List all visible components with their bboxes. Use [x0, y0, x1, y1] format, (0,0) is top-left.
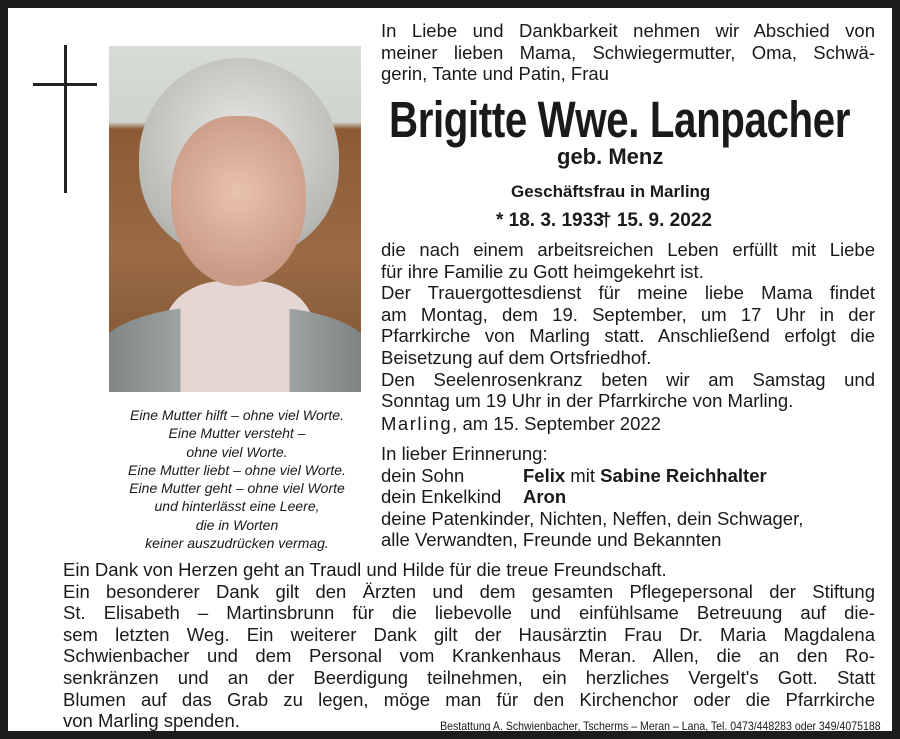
- body-line: für ihre Familie zu Gott heimgekehrt ist.: [381, 260, 704, 282]
- body-line: die nach einem arbeitsreichen Leben erfüllt mit Liebe: [381, 239, 875, 260]
- intro-line: meiner lieben Mama, Schwiegermutter, Oma, Schwä-: [381, 41, 875, 63]
- body-line: Pfarrkirche von Marling statt. Anschließend erfolgt die: [381, 325, 875, 347]
- poem-line: ohne viel Worte.: [186, 443, 288, 460]
- poem-line: die in Worten: [195, 516, 279, 533]
- thanks-text: [63, 559, 875, 732]
- poem-line: Eine Mutter liebt – ohne viel Worte.: [128, 461, 346, 478]
- memory-heading: In lieber Erinnerung:: [381, 443, 548, 464]
- date: , am 15. September 2022: [452, 413, 661, 434]
- body-text: [381, 239, 875, 412]
- birth-date: * 18. 3. 1933: [496, 210, 604, 231]
- cross-vertical-bar: [64, 45, 67, 193]
- thanks-line: Ein besonderer Dank gilt den Ärzten und dem gesamten Pflegepersonal der Stiftung: [63, 580, 875, 602]
- thanks-line: Schwienbacher und dem Personal vom Krankenhaus Meran. Allen, die an den Ro-: [63, 645, 875, 667]
- body-line: Der Trauergottesdienst für meine liebe Mama findet: [381, 282, 875, 304]
- body-line: Den Seelenrosenkranz beten wir am Samstag und: [381, 368, 875, 390]
- obituary-notice: [8, 8, 892, 731]
- place: Marling: [381, 413, 453, 434]
- intro-line: gerin, Tante und Patin, Frau: [381, 63, 609, 85]
- portrait-photo: [109, 46, 361, 392]
- mourner-relation: dein Enkelkind: [381, 486, 502, 508]
- mourner-partner: Sabine Reichhalter: [600, 464, 767, 486]
- thanks-line: St. Elisabeth – Martinsbrunn für die liebevolle und einfühlsame Betreuung auf die-: [63, 602, 875, 624]
- mourners: [381, 443, 875, 551]
- poem-line: Eine Mutter versteht –: [168, 425, 306, 442]
- photo-face: [171, 116, 306, 286]
- poem: [103, 406, 371, 552]
- mourner-connector: mit: [565, 464, 601, 486]
- other-mourners: alle Verwandten, Freunde und Bekannten: [381, 529, 722, 551]
- occupation: Geschäftsfrau in Marling: [511, 182, 711, 201]
- mourner-name: Aron: [523, 486, 567, 508]
- maiden-name: geb. Menz: [557, 144, 664, 169]
- poem-line: Eine Mutter hilft – ohne viel Worte.: [130, 407, 344, 423]
- thanks-line: von Marling spenden.: [63, 710, 240, 732]
- body-line: Beisetzung auf dem Ortsfriedhof.: [381, 346, 652, 368]
- place-date: [381, 413, 661, 435]
- death-date: † 15. 9. 2022: [601, 210, 712, 231]
- body-line: Sonntag um 19 Uhr in der Pfarrkirche von Marling.: [381, 390, 794, 412]
- intro-text: [381, 20, 875, 85]
- intro-line: In Liebe und Dankbarkeit nehmen wir Abschied von: [381, 20, 875, 41]
- cross-horizontal-bar: [33, 83, 97, 86]
- other-mourners: deine Patenkinder, Nichten, Neffen, dein Schwager,: [381, 507, 804, 529]
- mourner-row: [381, 465, 875, 487]
- mourner-relation: dein Sohn: [381, 464, 465, 486]
- thanks-line: sem letzten Weg. Ein weiterer Dank gilt der Hausärztin Frau Dr. Maria Magdalena: [63, 623, 875, 645]
- funeral-home-footer: Bestattung A. Schwienbacher, Tscherms – Meran – Lana, Tel. 0473/448283 oder 349/4075188: [440, 719, 881, 733]
- thanks-line: Ein Dank von Herzen geht an Traudl und Hilde für die treue Freundschaft.: [63, 559, 667, 580]
- thanks-line: senkränzen und an der Beerdigung teilnehmen, ein herzliches Vergelt's Gott. Statt: [63, 666, 875, 688]
- poem-line: keiner auszudrücken vermag.: [145, 535, 329, 552]
- mourner-name: Felix: [523, 464, 566, 486]
- poem-line: Eine Mutter geht – ohne viel Worte: [129, 480, 345, 497]
- poem-line: und hinterlässt eine Leere,: [154, 498, 320, 515]
- deceased-name: Brigitte Wwe. Lanpacher: [389, 91, 851, 148]
- photo-cardigan: [109, 306, 361, 392]
- body-line: am Montag, dem 19. September, um 17 Uhr in der: [381, 303, 875, 325]
- mourner-row: [381, 486, 875, 508]
- thanks-line: Blumen auf das Grab zu legen, möge man für den Kirchenchor oder die Pfarrkirche: [63, 688, 875, 710]
